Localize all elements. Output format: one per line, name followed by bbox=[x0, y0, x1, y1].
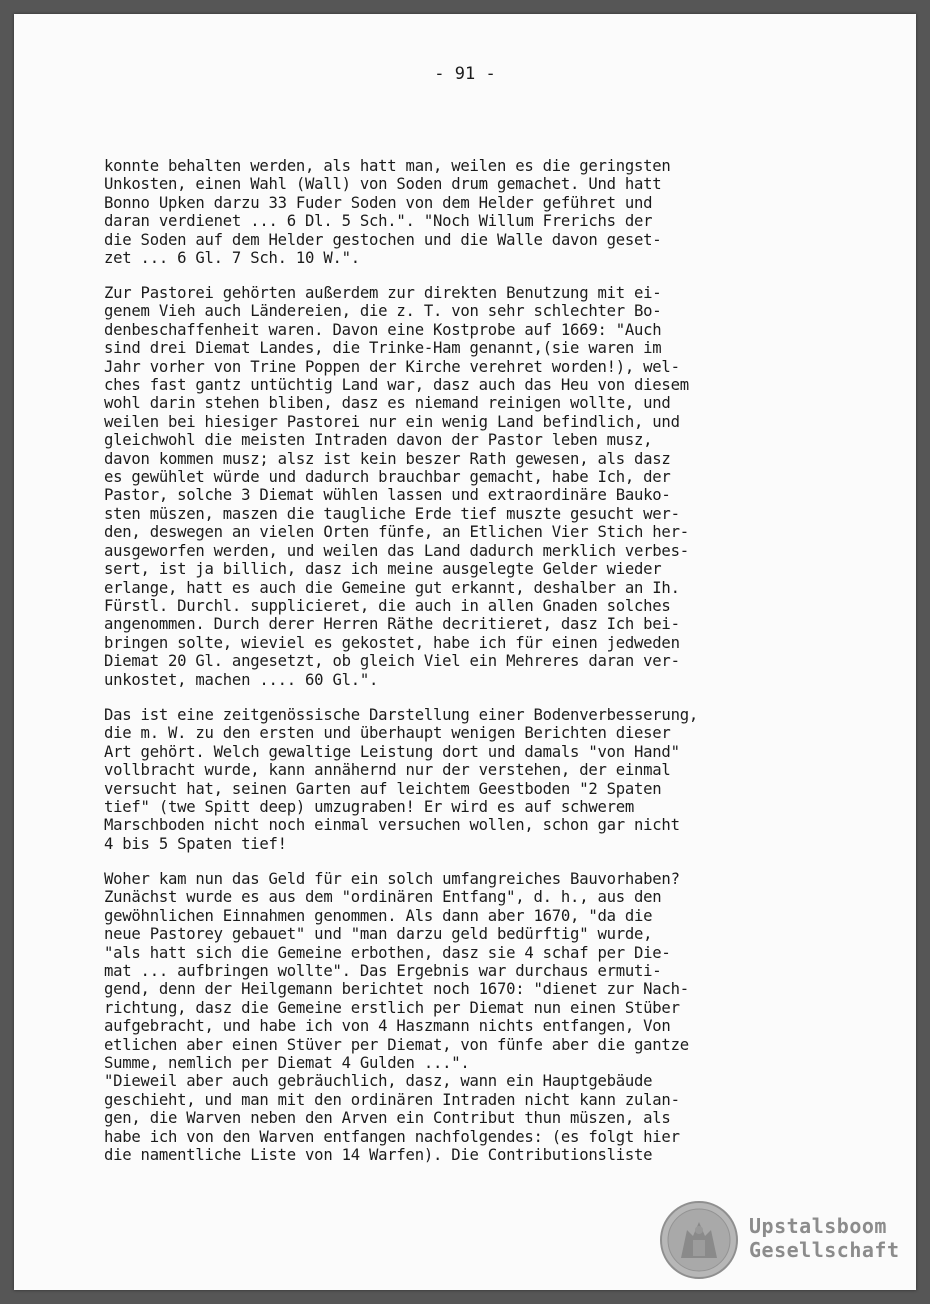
text-line: weilen bei hiesiger Pastorei nur ein wenig Land befindlich, und bbox=[104, 412, 680, 431]
text-line: "Dieweil aber auch gebräuchlich, dasz, wann ein Hauptgebäude bbox=[104, 1072, 653, 1091]
page-number: - 91 - bbox=[434, 64, 496, 84]
text-line: Zur Pastorei gehörten außerdem zur direkten Benutzung mit ei- bbox=[104, 284, 662, 302]
text-line: mat ... aufbringen wollte". Das Ergebnis war durchaus ermuti- bbox=[104, 962, 662, 981]
paragraph-4 bbox=[104, 870, 689, 1165]
text-line: vollbracht wurde, kann annähernd nur der verstehen, der einmal bbox=[104, 761, 671, 780]
text-line: Jahr vorher von Trine Poppen der Kirche verehret worden!), wel- bbox=[104, 357, 680, 376]
text-line: tief" (twe Spitt deep) umzugraben! Er wird es auf schwerem bbox=[104, 798, 635, 817]
text-line: den, deswegen an vielen Orten fünfe, an Etlichen Vier Stich her- bbox=[104, 523, 689, 542]
text-line: Woher kam nun das Geld für ein solch umfangreiches Bauvorhaben? bbox=[104, 870, 680, 888]
text-line: "als hatt sich die Gemeine erbothen, dasz sie 4 schaf per Die- bbox=[104, 943, 671, 962]
text-line: Pastor, solche 3 Diemat wühlen lassen und extraordinäre Bauko- bbox=[104, 486, 671, 505]
text-line: angenommen. Durch derer Herren Räthe decritieret, dasz Ich bei- bbox=[104, 615, 680, 634]
logo-line-2: Gesellschaft bbox=[749, 1238, 900, 1262]
text-line: geschieht, und man mit den ordinären Intraden nicht kann zulan- bbox=[104, 1090, 680, 1109]
text-line: zet ... 6 Gl. 7 Sch. 10 W.". bbox=[104, 249, 360, 268]
logo-line-1: Upstalsboom bbox=[749, 1214, 887, 1238]
paragraph-2 bbox=[104, 284, 689, 689]
text-line: Art gehört. Welch gewaltige Leistung dort und damals "von Hand" bbox=[104, 742, 680, 761]
text-line: versucht hat, seinen Garten auf leichtem Geestboden "2 Spaten bbox=[104, 779, 662, 798]
text-line: die m. W. zu den ersten und überhaupt wenigen Berichten dieser bbox=[104, 724, 671, 743]
text-line: Das ist eine zeitgenössische Darstellung einer Bodenverbesserung, bbox=[104, 706, 698, 724]
text-line: Diemat 20 Gl. angesetzt, ob gleich Viel ein Mehreres daran ver- bbox=[104, 652, 680, 671]
text-line: gleichwohl die meisten Intraden davon der Pastor leben musz, bbox=[104, 431, 653, 450]
paragraph-1 bbox=[104, 157, 671, 267]
publisher-logo bbox=[749, 1214, 900, 1262]
text-line: gewöhnlichen Einnahmen genommen. Als dann aber 1670, "da die bbox=[104, 906, 653, 925]
text-line: davon kommen musz; alsz ist kein beszer Rath gewesen, als dasz bbox=[104, 449, 671, 468]
text-line: ausgeworfen werden, und weilen das Land dadurch merklich verbes- bbox=[104, 541, 689, 560]
text-line: unkostet, machen .... 60 Gl.". bbox=[104, 670, 379, 689]
text-line: sert, ist ja billich, dasz ich meine ausgelegte Gelder wieder bbox=[104, 560, 662, 579]
text-line: konnte behalten werden, als hatt man, weilen es die geringsten bbox=[104, 157, 671, 175]
text-line: Fürstl. Durchl. supplicieret, die auch in allen Gnaden solches bbox=[104, 596, 671, 615]
text-line: genem Vieh auch Ländereien, die z. T. von sehr schlechter Bo- bbox=[104, 302, 662, 321]
text-line: gend, denn der Heilgemann berichtet noch 1670: "dienet zur Nach- bbox=[104, 980, 689, 999]
document-page bbox=[14, 14, 916, 1290]
text-line: etlichen aber einen Stüver per Diemat, von fünfe aber die gantze bbox=[104, 1035, 689, 1054]
text-line: neue Pastorey gebauet" und "man darzu geld bedürftig" wurde, bbox=[104, 925, 653, 944]
text-line: richtung, dasz die Gemeine erstlich per Diemat nun einen Stüber bbox=[104, 998, 680, 1017]
text-line: sten müszen, maszen die taugliche Erde tief muszte gesucht wer- bbox=[104, 504, 680, 523]
text-line: Bonno Upken darzu 33 Fuder Soden von dem Helder geführet und bbox=[104, 193, 653, 212]
text-line: erlange, hatt es auch die Gemeine gut erkannt, deshalber an Ih. bbox=[104, 578, 680, 597]
text-line: habe ich von den Warven entfangen nachfolgendes: (es folgt hier bbox=[104, 1127, 680, 1146]
seal-icon bbox=[659, 1200, 739, 1280]
text-line: 4 bis 5 Spaten tief! bbox=[104, 834, 287, 853]
text-line: Summe, nemlich per Diemat 4 Gulden ...". bbox=[104, 1054, 470, 1073]
text-line: Zunächst wurde es aus dem "ordinären Entfang", d. h., aus den bbox=[104, 888, 662, 907]
text-line: gen, die Warven neben den Arven ein Contribut thun müszen, als bbox=[104, 1109, 671, 1128]
text-line: wohl darin stehen bliben, dasz es niemand reinigen wollte, und bbox=[104, 394, 671, 413]
text-line: aufgebracht, und habe ich von 4 Haszmann nichts entfangen, Von bbox=[104, 1017, 671, 1036]
text-line: daran verdienet ... 6 Dl. 5 Sch.". "Noch Willum Frerichs der bbox=[104, 212, 653, 231]
text-line: Unkosten, einen Wahl (Wall) von Soden drum gemachet. Und hatt bbox=[104, 175, 662, 194]
text-line: sind drei Diemat Landes, die Trinke-Ham genannt,(sie waren im bbox=[104, 339, 662, 358]
text-line: denbeschaffenheit waren. Davon eine Kostprobe auf 1669: "Auch bbox=[104, 320, 662, 339]
text-line: die Soden auf dem Helder gestochen und die Walle davon geset- bbox=[104, 230, 662, 249]
text-line: bringen solte, wieviel es gekostet, habe ich für einen jedweden bbox=[104, 633, 680, 652]
text-line: Marschboden nicht noch einmal versuchen wollen, schon gar nicht bbox=[104, 816, 680, 835]
paragraph-3 bbox=[104, 706, 698, 853]
text-line: ches fast gantz untüchtig Land war, dasz auch das Heu von diesem bbox=[104, 376, 689, 395]
text-line: die namentliche Liste von 14 Warfen). Die Contributionsliste bbox=[104, 1146, 653, 1165]
text-line: es gewühlet würde und dadurch brauchbar gemacht, habe Ich, der bbox=[104, 468, 671, 487]
